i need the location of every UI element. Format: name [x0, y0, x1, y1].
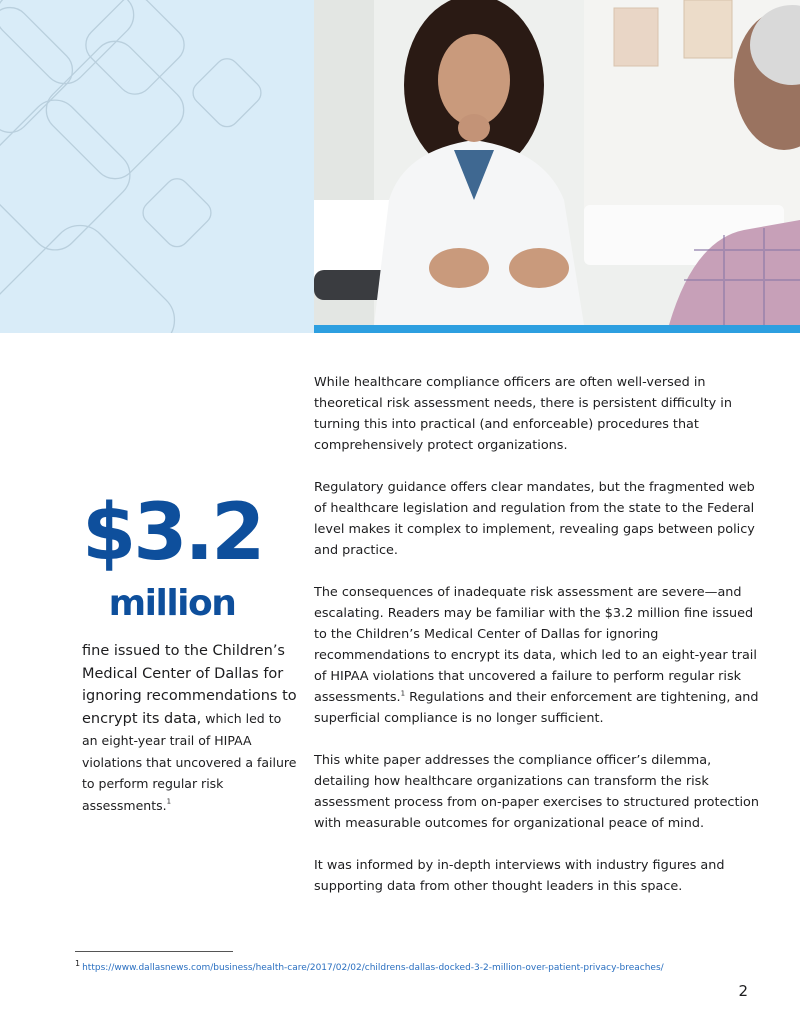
footnote-divider	[75, 951, 233, 952]
stat-caption	[82, 640, 297, 816]
footnote-link[interactable]: https://www.dallasnews.com/business/health-care/2017/02/02/childrens-dallas-docked-3-2-million-over-patient-privacy-breaches/	[82, 963, 664, 973]
body-paragraph-3-a: The consequences of inadequate risk assessment are severe—and escalating. Readers may be familiar with the $3.2 million fine issued to the Children’s Medical Center of Dallas for ignoring recommendations to encrypt its data, which led to an eight-year trail of HIPAA violations that uncovered a failure to perform regular risk assessments.	[314, 585, 757, 705]
footnote	[75, 961, 775, 975]
rounded-diamond-pattern	[0, 0, 314, 333]
body-paragraph-4: This white paper addresses the compliance officer’s dilemma, detailing how healthcare organizations can transform the risk assessment process from on-paper exercises to structured protection with measurable outcomes for organizational peace of mind.	[314, 753, 759, 831]
body-paragraph-3-b: Regulations and their enforcement are tightening, and superficial compliance is no longer sufficient.	[314, 690, 759, 726]
stat-caption-rest: which led to an eight-year trail of HIPAA violations that uncovered a failure to perform regular risk assessments.	[82, 710, 297, 813]
decorative-pattern-panel	[0, 0, 314, 333]
body-paragraph-5: It was informed by in-depth interviews with industry figures and supporting data from other thought leaders in this space.	[314, 858, 725, 894]
stat-caption-lead: fine issued to the Children’s Medical Center of Dallas for ignoring recommendations to encrypt its data,	[82, 643, 297, 727]
page-number: 2	[738, 982, 748, 1000]
body-paragraph-3	[314, 582, 769, 729]
stat-unit: million	[108, 583, 236, 624]
body-text	[314, 372, 769, 918]
stat-footnote-ref: 1	[166, 797, 172, 806]
body-paragraph-1: While healthcare compliance officers are often well-versed in theoretical risk assessment needs, there is persistent difficulty in turning this into practical (and enforceable) procedures that comprehensively protect organizations.	[314, 375, 732, 453]
body-paragraph-2: Regulatory guidance offers clear mandates, but the fragmented web of healthcare legislation and regulation from the state to the Federal level makes it complex to implement, revealing gaps between policy and practice.	[314, 480, 755, 558]
footnote-number: 1	[75, 959, 81, 968]
photo-illustration	[314, 0, 800, 325]
body-footnote-ref: 1	[400, 689, 406, 698]
doctor-consultation-photo	[314, 0, 800, 325]
photo-accent-bar	[314, 325, 800, 333]
stat-amount: $3.2	[82, 488, 263, 578]
